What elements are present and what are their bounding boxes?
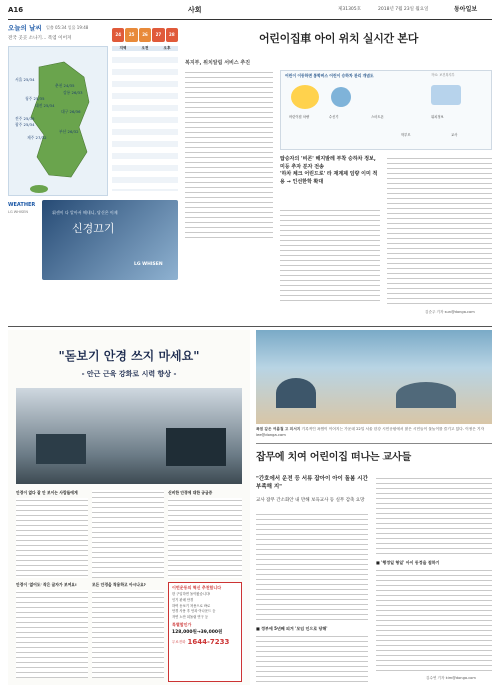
city-temp: 전주 25/35 <box>15 115 35 121</box>
node-label: 스마트폰 <box>371 115 384 119</box>
glasses-subhead: - 안근 근육 강화로 시력 향상 - <box>81 370 177 378</box>
ad-title: 신경끄기 <box>72 222 115 235</box>
city-temp: 서울 25/34 <box>15 77 35 82</box>
caption-text: 기록적인 폭염이 이어지는 가운데 22일 서울 한강 시민공원에서 많은 시민들이 물놀이를 즐기고 있다. <box>301 427 464 431</box>
eyeglasses-story <box>8 330 250 685</box>
bus-shape <box>166 428 226 466</box>
ad-phone-label: 무료전화 <box>172 640 186 645</box>
caption-rule <box>256 443 492 444</box>
forecast-day: 24 <box>112 28 124 42</box>
boxed-sub-2: '하차 체크 어린드로' 라 재계제 임량 이미 적용 → 인선한학 확대 <box>280 171 378 185</box>
bus-shape <box>36 434 86 464</box>
top-body-col3 <box>387 156 492 306</box>
weather-sun-times: 일출 05:34 일몰 19:48 <box>46 25 89 30</box>
section-name: 사회 <box>188 6 202 14</box>
second-byline: 김수연 기자 kim@donga.com <box>426 676 476 680</box>
weather-brand: WEATHER <box>8 202 36 208</box>
ad-box-title: 이번운동의 혁신 추천합니다 <box>172 585 222 590</box>
city-temp: 부산 26/32 <box>59 128 79 134</box>
boxed-sub-1: 탑승자의 '비콘' 해지발레 부착 승하차 정보, 미등 추자 분자 전송 <box>280 156 376 170</box>
glasses-section-title: 신비한 안경에 대한 궁금증 <box>168 490 213 495</box>
glasses-section-title: 안경이 없다 잘 안 보이는 사람들에게 <box>16 490 78 495</box>
top-byline: 김순주 기자 sun@donga.com <box>425 310 475 314</box>
weather-map <box>8 46 108 196</box>
glasses-section-title: 모든 안경을 착용하고 아시나요? <box>92 582 146 587</box>
river-photo <box>256 330 492 424</box>
weather-note: 전국 곳곳 소나기... 폭염 이어져 <box>8 36 72 41</box>
second-section-head2: ■ '행정일 형일' 아이 동정을 점하기 <box>376 560 440 565</box>
city-temp: 대전 25/34 <box>35 102 55 108</box>
caption-label: 폭염 같은 여름철 고 피서지 <box>256 427 301 431</box>
forecast-head <box>112 46 178 51</box>
five-day-strip <box>112 28 178 42</box>
people-shape <box>396 382 456 408</box>
top-subhead: 복지부, 위치알림 서비스 추진 <box>185 60 251 66</box>
ad-phone: 1644-7233 <box>187 637 230 646</box>
glasses-section-title: 안경이 '없어도' 작은 글자가 보여요! <box>16 582 77 587</box>
city-temp: 제주 27/32 <box>27 135 47 141</box>
node-label: 수신기 <box>329 115 339 119</box>
glasses-col1 <box>16 498 88 578</box>
infographic <box>280 70 492 150</box>
glasses-headline: "돋보기 안경 쓰지 마세요" <box>58 349 200 363</box>
lg-whisen-ad <box>42 200 178 280</box>
city-temps <box>15 77 105 142</box>
header-rule <box>8 19 492 20</box>
ad-subline: 휘센이 다 알아서 해내니, 당신은 이제 <box>52 210 118 215</box>
forecast-head-cell: 오후 <box>163 46 171 50</box>
second-quote2: 교사 잡무 간소화안 내 만해 보육교사 등 실무 감축 요망 <box>256 498 365 503</box>
node-label: 위치정보 <box>431 115 444 119</box>
ad-item: 인기 판매 안경 <box>172 597 194 602</box>
glasses-ad-box <box>168 582 242 682</box>
city-temp: 청주 25/35 <box>25 96 45 102</box>
paper-name: 동아일보 <box>454 6 478 13</box>
smartphone-icon <box>431 85 461 105</box>
top-body-col2 <box>280 208 380 304</box>
issue-number: 제31305호 <box>338 7 362 12</box>
caption-byline: 이정은 기자 lee@donga.com <box>256 427 485 437</box>
city-temp: 광주 25/34 <box>15 122 35 128</box>
forecast-day: 25 <box>125 28 137 42</box>
forecast-day: 27 <box>152 28 164 42</box>
photo-caption <box>256 427 492 438</box>
forecast-day: 26 <box>139 28 151 42</box>
ad-brand: LG WHISEN <box>134 262 163 267</box>
top-story <box>185 24 492 324</box>
ad-price: 128,000원→39,000원 <box>172 629 223 635</box>
glasses-col5 <box>92 590 164 678</box>
top-boxed-sub <box>280 156 380 186</box>
node-label: 어린이집 차량 <box>289 115 310 119</box>
weather-title: 오늘의 날씨 <box>8 24 42 32</box>
second-body-col2b <box>376 568 492 674</box>
ad-item: 안경 사용 후 안과 아나운드 등 <box>172 609 216 614</box>
second-quote1: "간호에서 운전 등 서류 잡아이 아이 돌봄 시간 부족해 지" <box>256 476 368 490</box>
second-body-col1b <box>256 634 368 682</box>
second-body-col2 <box>376 476 492 556</box>
ad-items <box>169 592 241 620</box>
infographic-title: 어린이 이동하면 통학버스 어린이 승하차 관리 개념도 <box>285 73 374 78</box>
city-temp: 대구 26/36 <box>61 109 81 115</box>
ad-item: 한 구입하면 돌아왔습니다! <box>172 592 211 597</box>
ad-item: 자연 노안 되돌림 연구 등 <box>172 614 209 619</box>
forecast-day: 28 <box>166 28 178 42</box>
city-temp: 춘천 24/35 <box>55 83 75 89</box>
node-label: 교사 <box>451 133 458 137</box>
beacon-icon <box>331 87 351 107</box>
second-section-head: ■ 정부에 5년째 피겨 '모임 인으로 당해' <box>256 626 328 631</box>
forecast-head-cell: 지역 <box>119 46 127 50</box>
top-headline: 어린이집車 아이 위치 실시간 본다 <box>258 32 419 45</box>
street-photo <box>16 388 242 484</box>
forecast-head-cell: 오전 <box>141 46 149 50</box>
glasses-col2 <box>92 490 164 578</box>
city-temp: 강릉 26/33 <box>63 89 83 95</box>
bus-icon <box>291 85 319 109</box>
masthead <box>8 6 492 18</box>
forecast-table <box>112 46 178 196</box>
second-body-col1 <box>256 512 368 622</box>
middle-rule <box>8 326 492 327</box>
glasses-col4 <box>16 590 88 678</box>
ad-phone-row <box>169 636 241 649</box>
second-story-area <box>256 330 492 685</box>
top-body-col1 <box>185 70 273 240</box>
people-shape <box>276 378 316 408</box>
node-label: 학부모 <box>401 133 411 137</box>
page-number: A16 <box>8 6 24 14</box>
glasses-col3 <box>168 498 242 578</box>
weather-brand-sub: LG WHISEN <box>8 210 28 214</box>
ad-offer: 특별할인가 <box>172 622 192 628</box>
ad-item: 하여 돋보기 착용으로 바로 <box>172 603 211 608</box>
second-headline: 잡무에 치여 어린이집 떠나는 교사들 <box>256 452 412 463</box>
forecast-rows <box>112 51 178 191</box>
weather-panel <box>8 24 178 324</box>
issue-date: 2018년 7월 23일 월요일 <box>378 7 429 12</box>
infographic-source: 자료: 보건복지부 <box>431 73 455 77</box>
